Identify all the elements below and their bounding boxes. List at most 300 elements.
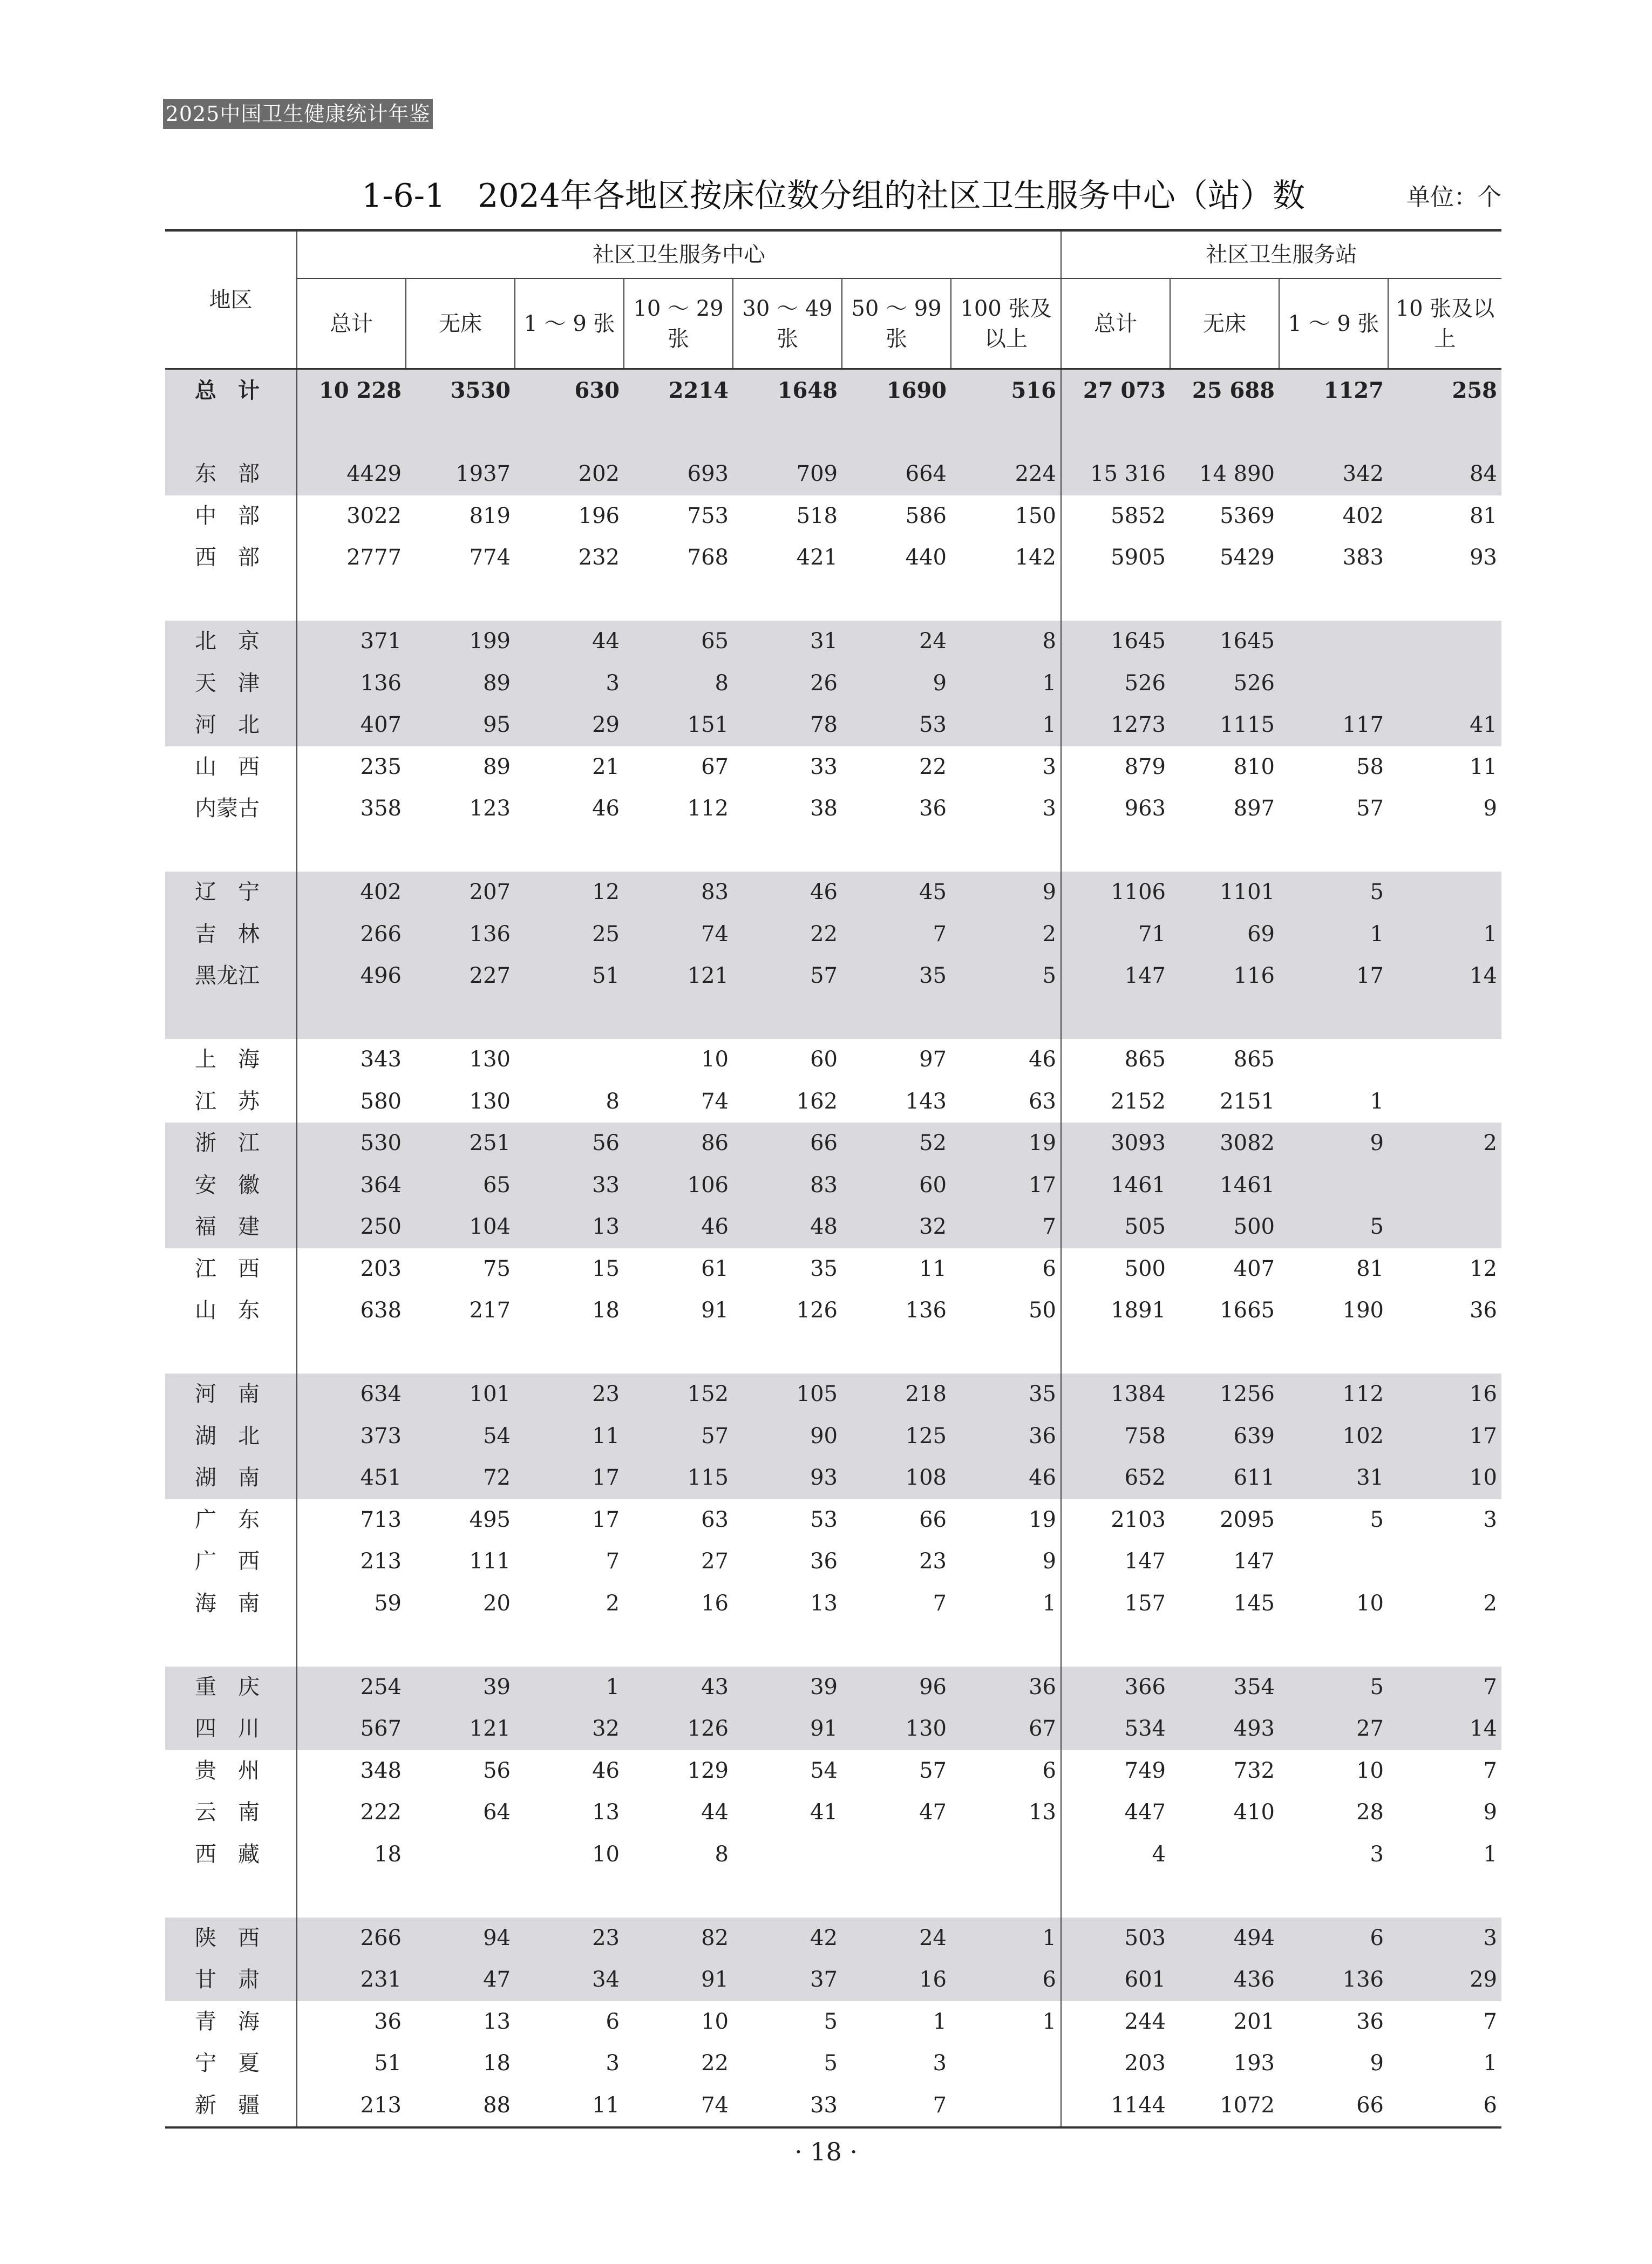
value-cell: 23 bbox=[919, 1549, 947, 1574]
value-cell: 44 bbox=[515, 621, 624, 663]
value-cell: 534 bbox=[1061, 1708, 1170, 1750]
value-cell: 254 bbox=[297, 1667, 406, 1709]
value-cell: 7 bbox=[1388, 1667, 1501, 1709]
value-cell: 16 bbox=[1388, 1374, 1501, 1416]
value-cell: 51 bbox=[515, 955, 624, 1039]
table-row bbox=[165, 621, 1501, 663]
table-row bbox=[165, 872, 1501, 914]
value-cell: 129 bbox=[687, 1758, 729, 1783]
table-row bbox=[165, 1290, 1501, 1374]
region-name: 天 津 bbox=[165, 663, 297, 705]
value-cell: 36 bbox=[1470, 1298, 1497, 1323]
value-cell: 8 bbox=[606, 1089, 620, 1114]
value-cell: 112 bbox=[1279, 1374, 1388, 1416]
value-cell: 1645 bbox=[1061, 621, 1170, 663]
value-cell: 7 bbox=[1483, 1758, 1497, 1783]
value-cell: 136 bbox=[406, 914, 515, 956]
region-name: 东 部 bbox=[165, 453, 297, 495]
value-cell: 213 bbox=[297, 1541, 406, 1583]
value-cell: 199 bbox=[406, 621, 515, 663]
value-cell: 95 bbox=[406, 704, 515, 746]
station-col-header: 总计 bbox=[1061, 278, 1170, 369]
value-cell: 3 bbox=[1388, 1918, 1501, 1960]
value-cell: 18 bbox=[483, 2051, 511, 2076]
region-name: 福 建 bbox=[165, 1206, 297, 1248]
value-cell: 235 bbox=[297, 746, 406, 788]
value-cell: 5429 bbox=[1220, 545, 1275, 570]
sub-header-row bbox=[165, 278, 1501, 369]
value-cell: 634 bbox=[297, 1374, 406, 1416]
value-cell: 810 bbox=[1233, 754, 1275, 779]
value-cell: 25 688 bbox=[1170, 369, 1279, 454]
value-cell: 35 bbox=[951, 1374, 1061, 1416]
table-row bbox=[165, 1708, 1501, 1750]
value-cell: 1 bbox=[1483, 1841, 1497, 1867]
region-name: 辽 宁 bbox=[165, 872, 297, 914]
table-row bbox=[165, 1750, 1501, 1792]
value-cell: 1 bbox=[1370, 1089, 1384, 1114]
value-cell: 84 bbox=[1388, 453, 1501, 495]
value-cell: 46 bbox=[592, 796, 620, 821]
value-cell: 106 bbox=[624, 1165, 733, 1207]
region-name: 西 部 bbox=[195, 545, 260, 570]
value-cell: 147 bbox=[1233, 1549, 1275, 1574]
value-cell: 66 bbox=[1356, 2092, 1384, 2118]
value-cell: 33 bbox=[810, 2092, 838, 2118]
value-cell: 14 bbox=[1388, 1708, 1501, 1750]
table-row bbox=[165, 1081, 1501, 1123]
table-row bbox=[165, 1792, 1501, 1834]
table-row bbox=[165, 704, 1501, 746]
value-cell: 142 bbox=[1015, 545, 1056, 570]
value-cell: 1072 bbox=[1220, 2092, 1275, 2118]
region-name: 甘 肃 bbox=[165, 1959, 297, 2001]
value-cell: 266 bbox=[297, 914, 406, 956]
value-cell: 126 bbox=[624, 1708, 733, 1750]
value-cell bbox=[1279, 1039, 1388, 1081]
value-cell: 29 bbox=[1388, 1959, 1501, 2001]
table-header bbox=[165, 230, 1501, 369]
value-cell: 6 bbox=[1042, 1758, 1056, 1783]
value-cell: 2095 bbox=[1220, 1507, 1275, 1532]
value-cell: 50 bbox=[1029, 1298, 1056, 1323]
value-cell: 495 bbox=[469, 1507, 511, 1532]
value-cell: 218 bbox=[842, 1374, 951, 1416]
value-cell: 1256 bbox=[1170, 1374, 1279, 1416]
region-name: 山 东 bbox=[195, 1298, 260, 1323]
value-cell: 125 bbox=[842, 1416, 951, 1458]
value-cell: 1665 bbox=[1220, 1298, 1275, 1323]
value-cell: 9 bbox=[951, 872, 1061, 914]
value-cell: 500 bbox=[1061, 1248, 1170, 1290]
value-cell: 88 bbox=[483, 2092, 511, 2118]
value-cell: 13 bbox=[515, 1206, 624, 1248]
value-cell: 193 bbox=[1233, 2051, 1275, 2076]
value-cell: 494 bbox=[1170, 1918, 1279, 1960]
region-name: 安 徽 bbox=[165, 1165, 297, 1207]
value-cell: 64 bbox=[483, 1800, 511, 1825]
value-cell: 74 bbox=[701, 1089, 729, 1114]
value-cell: 2 bbox=[1388, 1123, 1501, 1165]
value-cell: 11 bbox=[515, 1416, 624, 1458]
value-cell: 630 bbox=[515, 369, 624, 454]
value-cell: 51 bbox=[297, 2043, 406, 2085]
value-cell: 36 bbox=[951, 1667, 1061, 1709]
value-cell: 7 bbox=[951, 1206, 1061, 1248]
value-cell: 121 bbox=[624, 955, 733, 1039]
value-cell: 8 bbox=[624, 663, 733, 705]
value-cell: 207 bbox=[406, 872, 515, 914]
value-cell: 10 bbox=[592, 1841, 620, 1867]
value-cell: 1 bbox=[1042, 1590, 1056, 1616]
value-cell bbox=[1388, 1206, 1501, 1248]
table-row bbox=[165, 2085, 1501, 2127]
value-cell: 518 bbox=[796, 503, 838, 528]
value-cell: 2214 bbox=[624, 369, 733, 454]
value-cell: 774 bbox=[469, 545, 511, 570]
value-cell: 2103 bbox=[1061, 1499, 1170, 1541]
value-cell: 222 bbox=[297, 1792, 406, 1834]
value-cell: 75 bbox=[483, 1256, 511, 1281]
value-cell: 36 bbox=[919, 796, 947, 821]
center-col-header: 总计 bbox=[297, 278, 406, 369]
value-cell: 567 bbox=[297, 1708, 406, 1750]
value-cell: 7 bbox=[606, 1549, 620, 1574]
value-cell: 17 bbox=[592, 1507, 620, 1532]
yearbook-header-tag: 2025中国卫生健康统计年鉴 bbox=[163, 99, 433, 129]
value-cell bbox=[1388, 872, 1501, 914]
value-cell: 358 bbox=[297, 788, 406, 872]
region-name: 内蒙古 bbox=[195, 796, 260, 821]
region-name: 黑龙江 bbox=[165, 955, 297, 1039]
value-cell: 407 bbox=[1233, 1256, 1275, 1281]
value-cell: 46 bbox=[1029, 1047, 1056, 1072]
region-name: 河 南 bbox=[165, 1374, 297, 1416]
value-cell: 27 073 bbox=[1061, 369, 1170, 454]
value-cell: 34 bbox=[515, 1959, 624, 2001]
center-col-header: 100 张及以上 bbox=[951, 278, 1061, 369]
value-cell: 366 bbox=[1061, 1667, 1170, 1709]
value-cell: 601 bbox=[1061, 1959, 1170, 2001]
value-cell: 6 bbox=[1279, 1918, 1388, 1960]
value-cell: 410 bbox=[1233, 1800, 1275, 1825]
value-cell: 136 bbox=[1279, 1959, 1388, 2001]
value-cell: 69 bbox=[1170, 914, 1279, 956]
value-cell: 104 bbox=[406, 1206, 515, 1248]
value-cell: 1 bbox=[515, 1667, 624, 1709]
region-header: 地区 bbox=[209, 287, 253, 312]
value-cell: 33 bbox=[810, 754, 838, 779]
unit-label: 单位：个 bbox=[1406, 183, 1501, 211]
value-cell: 90 bbox=[733, 1416, 842, 1458]
value-cell: 157 bbox=[1061, 1583, 1170, 1667]
value-cell: 343 bbox=[297, 1039, 406, 1081]
value-cell: 3 bbox=[606, 2051, 620, 2076]
value-cell: 530 bbox=[297, 1123, 406, 1165]
value-cell: 526 bbox=[1170, 663, 1279, 705]
value-cell: 65 bbox=[406, 1165, 515, 1207]
value-cell: 232 bbox=[578, 545, 620, 570]
value-cell: 121 bbox=[406, 1708, 515, 1750]
value-cell: 22 bbox=[919, 754, 947, 779]
value-cell: 1461 bbox=[1170, 1165, 1279, 1207]
value-cell: 32 bbox=[842, 1206, 951, 1248]
value-cell: 1 bbox=[951, 1918, 1061, 1960]
value-cell: 32 bbox=[515, 1708, 624, 1750]
value-cell: 151 bbox=[624, 704, 733, 746]
value-cell: 13 bbox=[810, 1590, 838, 1616]
value-cell: 5 bbox=[824, 2009, 838, 2034]
value-cell: 39 bbox=[406, 1667, 515, 1709]
value-cell: 3022 bbox=[297, 495, 406, 538]
region-name: 湖 南 bbox=[165, 1457, 297, 1499]
value-cell: 819 bbox=[469, 503, 511, 528]
value-cell: 3 bbox=[1370, 1841, 1384, 1867]
region-name: 江 西 bbox=[195, 1256, 260, 1281]
region-name: 河 北 bbox=[165, 704, 297, 746]
value-cell bbox=[1388, 621, 1501, 663]
value-cell: 1 bbox=[951, 704, 1061, 746]
value-cell: 6 bbox=[1042, 1256, 1056, 1281]
value-cell: 5 bbox=[951, 955, 1061, 1039]
value-cell: 52 bbox=[842, 1123, 951, 1165]
value-cell: 63 bbox=[1029, 1089, 1056, 1114]
table-row bbox=[165, 746, 1501, 788]
value-cell: 31 bbox=[733, 621, 842, 663]
value-cell: 74 bbox=[624, 914, 733, 956]
value-cell: 9 bbox=[1483, 1800, 1497, 1825]
value-cell: 4 bbox=[1061, 1834, 1170, 1918]
value-cell: 41 bbox=[1388, 704, 1501, 746]
value-cell: 1273 bbox=[1061, 704, 1170, 746]
value-cell: 13 bbox=[1029, 1800, 1056, 1825]
value-cell: 436 bbox=[1170, 1959, 1279, 2001]
value-cell: 17 bbox=[951, 1165, 1061, 1207]
value-cell: 152 bbox=[624, 1374, 733, 1416]
value-cell: 18 bbox=[297, 1834, 406, 1918]
value-cell: 35 bbox=[842, 955, 951, 1039]
value-cell: 3530 bbox=[406, 369, 515, 454]
region-name: 青 海 bbox=[195, 2009, 260, 2034]
value-cell: 1 bbox=[933, 2009, 947, 2034]
value-cell: 447 bbox=[1061, 1792, 1170, 1834]
value-cell: 3093 bbox=[1061, 1123, 1170, 1165]
value-cell: 17 bbox=[1388, 1416, 1501, 1458]
value-cell bbox=[951, 2085, 1061, 2127]
value-cell: 402 bbox=[1342, 503, 1384, 528]
value-cell: 7 bbox=[1483, 2009, 1497, 2034]
value-cell: 66 bbox=[919, 1507, 947, 1532]
value-cell: 3 bbox=[1042, 754, 1056, 779]
value-cell: 41 bbox=[810, 1800, 838, 1825]
region-name: 广 西 bbox=[195, 1549, 260, 1574]
value-cell: 9 bbox=[1483, 796, 1497, 821]
value-cell: 1891 bbox=[1061, 1290, 1170, 1374]
table-row bbox=[165, 1248, 1501, 1290]
value-cell: 89 bbox=[406, 663, 515, 705]
value-cell bbox=[1388, 663, 1501, 705]
value-cell: 93 bbox=[1470, 545, 1497, 570]
value-cell: 2 bbox=[951, 914, 1061, 956]
table-row bbox=[165, 1918, 1501, 1960]
value-cell bbox=[515, 1039, 624, 1081]
value-cell: 101 bbox=[406, 1374, 515, 1416]
value-cell bbox=[1279, 1165, 1388, 1207]
value-cell: 505 bbox=[1061, 1206, 1170, 1248]
value-cell: 732 bbox=[1233, 1758, 1275, 1783]
table-row bbox=[165, 914, 1501, 956]
value-cell: 102 bbox=[1279, 1416, 1388, 1458]
value-cell: 897 bbox=[1233, 796, 1275, 821]
value-cell: 6 bbox=[606, 2009, 620, 2034]
value-cell: 36 bbox=[951, 1416, 1061, 1458]
value-cell: 7 bbox=[842, 914, 951, 956]
region-name: 广 东 bbox=[195, 1507, 260, 1532]
value-cell: 10 bbox=[701, 2009, 729, 2034]
value-cell: 190 bbox=[1342, 1298, 1384, 1323]
table-title: 1-6-1 2024年各地区按床位数分组的社区卫生服务中心（站）数 bbox=[362, 177, 1305, 215]
value-cell: 17 bbox=[1279, 955, 1388, 1039]
value-cell: 67 bbox=[701, 754, 729, 779]
value-cell: 2151 bbox=[1220, 1089, 1275, 1114]
value-cell: 31 bbox=[1279, 1457, 1388, 1499]
value-cell: 22 bbox=[733, 914, 842, 956]
value-cell: 611 bbox=[1170, 1457, 1279, 1499]
value-cell: 36 bbox=[1356, 2009, 1384, 2034]
value-cell: 5 bbox=[1370, 1507, 1384, 1532]
value-cell: 91 bbox=[624, 1959, 733, 2001]
station-col-header: 1 ～ 9 张 bbox=[1279, 278, 1388, 369]
value-cell bbox=[406, 1834, 515, 1918]
value-cell: 768 bbox=[687, 545, 729, 570]
value-cell: 1106 bbox=[1061, 872, 1170, 914]
value-cell bbox=[1279, 1541, 1388, 1583]
region-name: 海 南 bbox=[195, 1590, 260, 1616]
value-cell: 709 bbox=[733, 453, 842, 495]
table-row bbox=[165, 537, 1501, 621]
value-cell: 54 bbox=[810, 1758, 838, 1783]
value-cell: 266 bbox=[297, 1918, 406, 1960]
value-cell: 586 bbox=[905, 503, 947, 528]
value-cell: 10 bbox=[701, 1047, 729, 1072]
value-cell: 108 bbox=[842, 1457, 951, 1499]
value-cell: 227 bbox=[406, 955, 515, 1039]
table-row bbox=[165, 1583, 1501, 1667]
value-cell: 203 bbox=[297, 1248, 406, 1290]
value-cell: 2 bbox=[606, 1590, 620, 1616]
value-cell: 147 bbox=[1061, 1541, 1170, 1583]
value-cell: 21 bbox=[592, 754, 620, 779]
value-cell: 5852 bbox=[1061, 495, 1170, 538]
value-cell: 83 bbox=[733, 1165, 842, 1207]
value-cell: 7 bbox=[933, 1590, 947, 1616]
value-cell bbox=[1388, 1541, 1501, 1583]
value-cell: 440 bbox=[905, 545, 947, 570]
value-cell: 7 bbox=[933, 2092, 947, 2118]
value-cell: 500 bbox=[1170, 1206, 1279, 1248]
table-row bbox=[165, 1123, 1501, 1165]
value-cell: 16 bbox=[842, 1959, 951, 2001]
value-cell: 1 bbox=[1388, 914, 1501, 956]
value-cell: 15 bbox=[592, 1256, 620, 1281]
region-name: 上 海 bbox=[195, 1047, 260, 1072]
value-cell: 105 bbox=[733, 1374, 842, 1416]
value-cell: 130 bbox=[469, 1089, 511, 1114]
value-cell: 44 bbox=[701, 1800, 729, 1825]
value-cell: 354 bbox=[1170, 1667, 1279, 1709]
table-row bbox=[165, 1541, 1501, 1583]
value-cell: 20 bbox=[483, 1590, 511, 1616]
value-cell: 749 bbox=[1061, 1750, 1170, 1792]
value-cell: 53 bbox=[842, 704, 951, 746]
value-cell: 43 bbox=[624, 1667, 733, 1709]
table-row bbox=[165, 1959, 1501, 2001]
table-row bbox=[165, 663, 1501, 705]
value-cell: 753 bbox=[687, 503, 729, 528]
region-name: 湖 北 bbox=[165, 1416, 297, 1458]
center-col-header: 50 ～ 99 张 bbox=[842, 278, 951, 369]
value-cell: 224 bbox=[951, 453, 1061, 495]
value-cell: 57 bbox=[733, 955, 842, 1039]
value-cell: 57 bbox=[1356, 796, 1384, 821]
value-cell: 371 bbox=[297, 621, 406, 663]
value-cell: 196 bbox=[578, 503, 620, 528]
value-cell: 116 bbox=[1170, 955, 1279, 1039]
value-cell: 91 bbox=[733, 1708, 842, 1750]
value-cell: 82 bbox=[624, 1918, 733, 1960]
value-cell: 37 bbox=[733, 1959, 842, 2001]
value-cell: 1115 bbox=[1170, 704, 1279, 746]
value-cell: 47 bbox=[406, 1959, 515, 2001]
value-cell: 147 bbox=[1061, 955, 1170, 1039]
value-cell: 1 bbox=[1279, 914, 1388, 956]
value-cell: 71 bbox=[1061, 914, 1170, 956]
value-cell: 5905 bbox=[1061, 537, 1170, 621]
value-cell: 638 bbox=[297, 1290, 406, 1374]
station-group-header: 社区卫生服务站 bbox=[1061, 230, 1501, 279]
value-cell: 83 bbox=[624, 872, 733, 914]
value-cell: 865 bbox=[1233, 1047, 1275, 1072]
value-cell: 1937 bbox=[406, 453, 515, 495]
value-cell: 60 bbox=[810, 1047, 838, 1072]
value-cell: 2152 bbox=[1061, 1081, 1170, 1123]
value-cell: 383 bbox=[1342, 545, 1384, 570]
region-name: 浙 江 bbox=[165, 1123, 297, 1165]
value-cell: 12 bbox=[515, 872, 624, 914]
value-cell: 57 bbox=[919, 1758, 947, 1783]
value-cell: 23 bbox=[515, 1374, 624, 1416]
value-cell: 36 bbox=[297, 2001, 406, 2043]
value-cell: 963 bbox=[1061, 788, 1170, 872]
value-cell: 9 bbox=[1279, 1123, 1388, 1165]
value-cell: 526 bbox=[1061, 663, 1170, 705]
region-bed-table bbox=[165, 229, 1501, 2126]
value-cell: 5369 bbox=[1220, 503, 1275, 528]
value-cell bbox=[951, 2043, 1061, 2085]
value-cell: 97 bbox=[919, 1047, 947, 1072]
value-cell: 53 bbox=[810, 1507, 838, 1532]
value-cell: 24 bbox=[842, 621, 951, 663]
value-cell: 244 bbox=[1061, 2001, 1170, 2043]
value-cell: 96 bbox=[842, 1667, 951, 1709]
value-cell: 213 bbox=[297, 2085, 406, 2127]
table-row bbox=[165, 955, 1501, 1039]
table-row bbox=[165, 1667, 1501, 1709]
value-cell: 202 bbox=[515, 453, 624, 495]
value-cell: 652 bbox=[1061, 1457, 1170, 1499]
value-cell bbox=[1279, 621, 1388, 663]
value-cell: 3 bbox=[1042, 796, 1056, 821]
